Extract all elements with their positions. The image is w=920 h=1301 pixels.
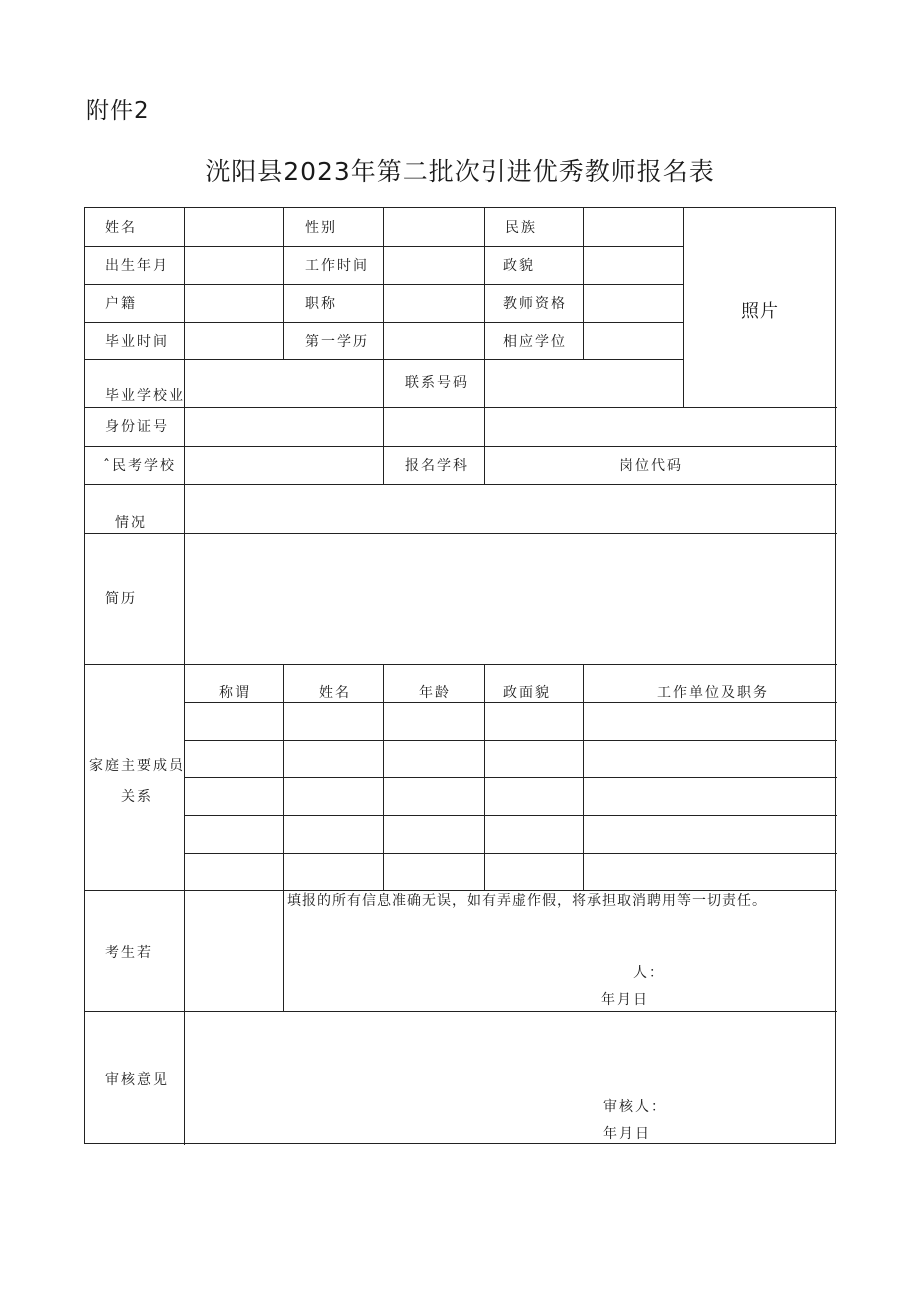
- label-title: 职称: [305, 296, 337, 312]
- label-household: 户籍: [105, 296, 137, 312]
- label-ethnicity: 民族: [505, 220, 537, 236]
- label-phone: 联系号码: [405, 375, 469, 391]
- label-first-degree: 第一学历: [305, 334, 369, 350]
- label-family-2: 关系: [121, 789, 153, 805]
- label-situation: 情况: [115, 515, 147, 531]
- input-teacher-qual[interactable]: [585, 285, 682, 321]
- family-header-work: 工作单位及职务: [657, 685, 769, 701]
- grid-line: [583, 664, 584, 890]
- grid-line: [583, 208, 584, 359]
- input-exam-school[interactable]: [185, 447, 382, 483]
- label-exam-school: ˆ民考学校: [103, 458, 176, 474]
- candidate-signature-box[interactable]: [185, 891, 282, 1010]
- photo-label: 照片: [741, 301, 779, 322]
- grid-line: [184, 853, 837, 854]
- input-household[interactable]: [185, 285, 282, 321]
- input-id-card[interactable]: [185, 408, 382, 445]
- input-gender[interactable]: [385, 209, 483, 245]
- input-situation[interactable]: [185, 485, 836, 532]
- label-name: 姓名: [105, 220, 137, 236]
- input-politics[interactable]: [585, 247, 682, 283]
- label-resume: 简历: [105, 591, 137, 607]
- grid-line: [283, 208, 284, 359]
- photo-slot[interactable]: [684, 209, 836, 406]
- label-grad-time: 毕业时间: [105, 334, 169, 350]
- input-grad-time[interactable]: [185, 323, 282, 358]
- label-gender: 性别: [305, 220, 337, 236]
- attachment-label: 附件2: [86, 98, 150, 124]
- grid-line: [283, 890, 284, 1011]
- grid-line: [383, 208, 384, 484]
- grid-line: [184, 740, 837, 741]
- label-teacher-qual: 教师资格: [503, 296, 567, 312]
- label-grad-school: 毕业学校业: [105, 388, 185, 404]
- grid-line: [184, 777, 837, 778]
- label-id-card: 身份证号: [105, 419, 169, 435]
- label-review: 审核意见: [105, 1072, 169, 1088]
- input-birth[interactable]: [185, 247, 282, 283]
- label-post-code: 岗位代码: [619, 458, 683, 474]
- candidate-date: 年月日: [601, 992, 649, 1008]
- family-header-politics: 政面貌: [503, 685, 551, 701]
- grid-line: [383, 664, 384, 890]
- grid-line: [184, 702, 837, 703]
- reviewer-label: 审核人：: [603, 1099, 667, 1115]
- label-birth: 出生年月: [105, 258, 169, 274]
- input-resume[interactable]: [185, 534, 836, 663]
- grid-line: [85, 664, 837, 665]
- label-subject: 报名学科: [405, 458, 469, 474]
- label-politics: 政貌: [503, 258, 535, 274]
- input-ethnicity[interactable]: [585, 209, 682, 245]
- label-family-1: 家庭主要成员: [89, 758, 185, 774]
- family-header-name: 姓名: [319, 685, 351, 701]
- family-header-relation: 称谓: [219, 685, 251, 701]
- input-work-time[interactable]: [385, 247, 483, 283]
- family-header-age: 年龄: [419, 685, 451, 701]
- registration-form: [84, 207, 836, 1144]
- grid-line: [484, 664, 485, 890]
- input-first-degree[interactable]: [385, 323, 483, 358]
- form-title: 洸阳县2023年第二批次引进优秀教师报名表: [205, 157, 715, 186]
- review-date: 年月日: [603, 1126, 651, 1142]
- grid-line: [484, 208, 485, 484]
- label-degree: 相应学位: [503, 334, 567, 350]
- signer-label: 人：: [633, 965, 665, 981]
- input-name[interactable]: [185, 209, 282, 245]
- grid-line: [184, 815, 837, 816]
- label-candidate: 考生若: [105, 945, 153, 961]
- input-phone[interactable]: [485, 360, 682, 406]
- declaration-text: 填报的所有信息准确无误，如有弄虚作假，将承担取消聘用等一切责任。: [287, 893, 767, 909]
- grid-line: [283, 664, 284, 890]
- review-box[interactable]: [185, 1012, 836, 1144]
- input-degree[interactable]: [585, 323, 682, 358]
- label-work-time: 工作时间: [305, 258, 369, 274]
- input-title[interactable]: [385, 285, 483, 321]
- input-grad-school[interactable]: [185, 360, 382, 406]
